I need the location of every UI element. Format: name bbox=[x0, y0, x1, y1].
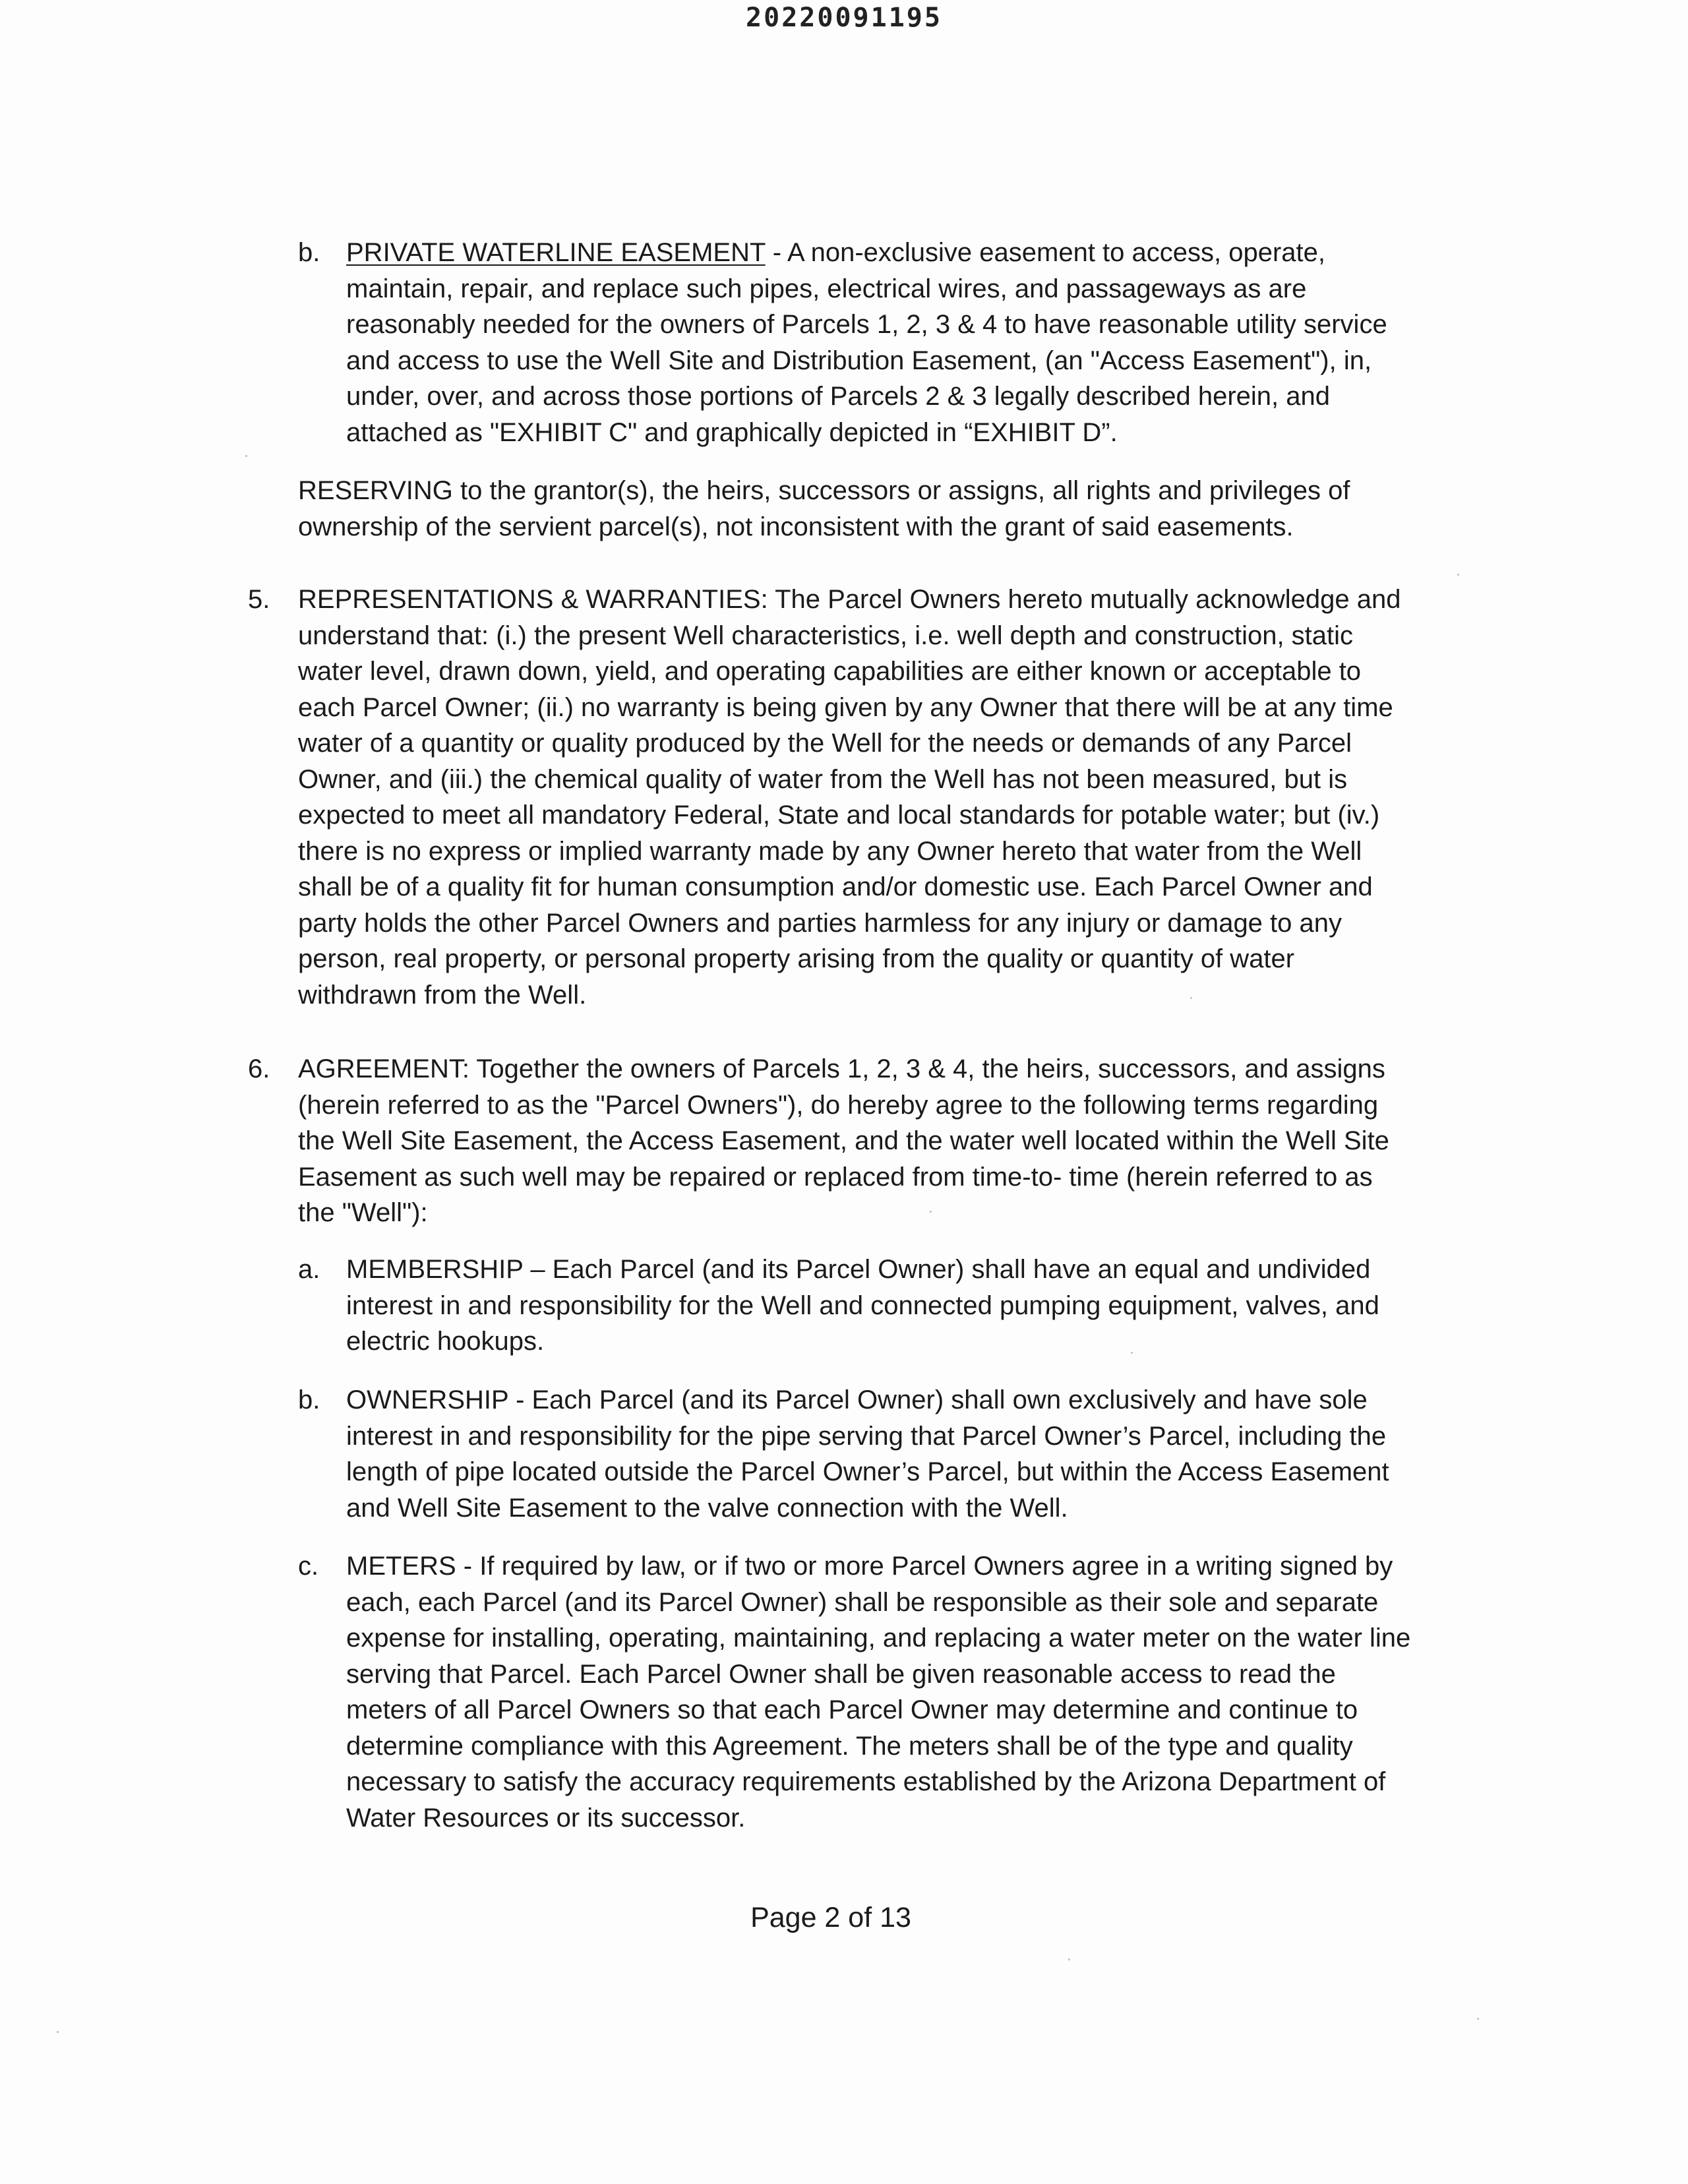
document-number: 20220091195 bbox=[746, 3, 942, 33]
item-6c-line-7: necessary to satisfy the accuracy requirements established by the Arizona Department of bbox=[346, 1767, 1386, 1796]
section-5-line-5: water of a quantity or quality produced by the Well for the needs or demands of any Parcel bbox=[298, 729, 1352, 758]
section-5-line-8: there is no express or implied warranty made by any Owner hereto that water from the Well bbox=[298, 836, 1362, 866]
section-6-line-4: Easement as such well may be repaired or replaced from time-to- time (herein referred to as bbox=[298, 1162, 1373, 1192]
item-4b-line-3: reasonably needed for the owners of Parcels 1, 2, 3 & 4 to have reasonable utility service bbox=[346, 310, 1387, 339]
item-4b-title: PRIVATE WATERLINE EASEMENT bbox=[346, 238, 766, 267]
section-6-text bbox=[298, 1051, 1389, 1231]
item-6c-line-5: meters of all Parcel Owners so that each Parcel Owner may determine and continue to bbox=[346, 1695, 1358, 1724]
item-4b-marker: b. bbox=[298, 238, 320, 267]
section-5-line-3: water level, drawn down, yield, and operating capabilities are either known or acceptable to bbox=[298, 657, 1362, 686]
scan-speck bbox=[930, 1211, 932, 1213]
reserving-paragraph bbox=[298, 473, 1350, 545]
item-6c-line-3: expense for installing, operating, maintaining, and replacing a water meter on the water line bbox=[346, 1623, 1411, 1653]
section-5-marker: 5. bbox=[248, 585, 270, 614]
section-6-line-5: the "Well"): bbox=[298, 1198, 428, 1227]
reserving-line-2: ownership of the servient parcel(s), not inconsistent with the grant of said easements. bbox=[298, 512, 1294, 541]
scan-speck bbox=[245, 455, 247, 457]
item-4b-line-1: PRIVATE WATERLINE EASEMENT - A non-exclusive easement to access, operate, bbox=[346, 238, 1326, 267]
scan-speck bbox=[1190, 997, 1192, 999]
section-5-line-7: expected to meet all mandatory Federal, State and local standards for potable water; but (iv.) bbox=[298, 801, 1380, 830]
item-6a-text bbox=[346, 1252, 1379, 1360]
section-5-line-6: Owner, and (iii.) the chemical quality of water from the Well has not been measured, but is bbox=[298, 764, 1348, 794]
item-4b-line-4: and access to use the Well Site and Distribution Easement, (an "Access Easement"), in, bbox=[346, 346, 1372, 375]
item-6b-line-1: OWNERSHIP - Each Parcel (and its Parcel Owner) shall own exclusively and have sole bbox=[346, 1385, 1368, 1414]
item-6a-marker: a. bbox=[298, 1255, 320, 1284]
section-5-line-1: REPRESENTATIONS & WARRANTIES: The Parcel Owners hereto mutually acknowledge and bbox=[298, 585, 1401, 614]
item-6c-marker: c. bbox=[298, 1552, 319, 1581]
item-6c-line-4: serving that Parcel. Each Parcel Owner shall be given reasonable access to read the bbox=[346, 1659, 1336, 1689]
item-4b-line-5: under, over, and across those portions of Parcels 2 & 3 legally described herein, and bbox=[346, 382, 1331, 411]
scan-speck bbox=[57, 2031, 59, 2033]
item-6a-line-1: MEMBERSHIP – Each Parcel (and its Parcel Owner) shall have an equal and undivided bbox=[346, 1255, 1371, 1284]
scan-speck bbox=[1068, 1958, 1070, 1960]
section-5-line-9: shall be of a quality fit for human consumption and/or domestic use. Each Parcel Owner and bbox=[298, 872, 1373, 901]
section-5-line-10: party holds the other Parcel Owners and parties harmless for any injury or damage to any bbox=[298, 908, 1342, 938]
item-6b-line-2: interest in and responsibility for the pipe serving that Parcel Owner’s Parcel, including the bbox=[346, 1421, 1387, 1451]
scan-speck bbox=[1457, 574, 1459, 576]
item-6c-line-1: METERS - If required by law, or if two or more Parcel Owners agree in a writing signed by bbox=[346, 1552, 1393, 1581]
item-6c-line-8: Water Resources or its successor. bbox=[346, 1803, 746, 1833]
section-5-line-11: person, real property, or personal property arising from the quality or quantity of water bbox=[298, 944, 1295, 973]
item-6c-text bbox=[346, 1548, 1410, 1836]
reserving-line-1: RESERVING to the grantor(s), the heirs, successors or assigns, all rights and privileges of bbox=[298, 476, 1350, 505]
page-number-footer: Page 2 of 13 bbox=[750, 1902, 911, 1933]
item-6b-line-4: and Well Site Easement to the valve connection with the Well. bbox=[346, 1493, 1068, 1523]
item-6b-text bbox=[346, 1382, 1389, 1526]
scan-speck bbox=[1131, 1352, 1133, 1354]
item-4b-line-6: attached as "EXHIBIT C" and graphically depicted in “EXHIBIT D”. bbox=[346, 417, 1118, 447]
section-6-line-3: the Well Site Easement, the Access Easement, and the water well located within the Well Site bbox=[298, 1126, 1389, 1155]
section-6-line-1: AGREEMENT: Together the owners of Parcels 1, 2, 3 & 4, the heirs, successors, and assigns bbox=[298, 1054, 1385, 1083]
section-5-line-12: withdrawn from the Well. bbox=[298, 980, 587, 1010]
section-6-line-2: (herein referred to as the "Parcel Owners"), do hereby agree to the following terms regarding bbox=[298, 1090, 1379, 1120]
item-6b-line-3: length of pipe located outside the Parcel Owner’s Parcel, but within the Access Easement bbox=[346, 1457, 1389, 1486]
section-6-marker: 6. bbox=[248, 1054, 270, 1083]
item-6c-line-6: determine compliance with this Agreement. The meters shall be of the type and quality bbox=[346, 1731, 1353, 1761]
section-5-line-2: understand that: (i.) the present Well characteristics, i.e. well depth and construction, static bbox=[298, 621, 1354, 650]
section-5-line-4: each Parcel Owner; (ii.) no warranty is being given by any Owner that there will be at any time bbox=[298, 692, 1393, 722]
item-6c-line-2: each, each Parcel (and its Parcel Owner) shall be responsible as their sole and separate bbox=[346, 1587, 1379, 1617]
item-6a-line-2: interest in and responsibility for the Well and connected pumping equipment, valves, and bbox=[346, 1290, 1379, 1320]
item-6b-marker: b. bbox=[298, 1385, 320, 1414]
item-4b-line-2: maintain, repair, and replace such pipes, electrical wires, and passageways as are bbox=[346, 274, 1307, 303]
scan-speck bbox=[1477, 2018, 1479, 2020]
item-6a-line-3: electric hookups. bbox=[346, 1327, 545, 1356]
item-4b-text bbox=[346, 235, 1387, 450]
section-5-text bbox=[298, 582, 1401, 1013]
